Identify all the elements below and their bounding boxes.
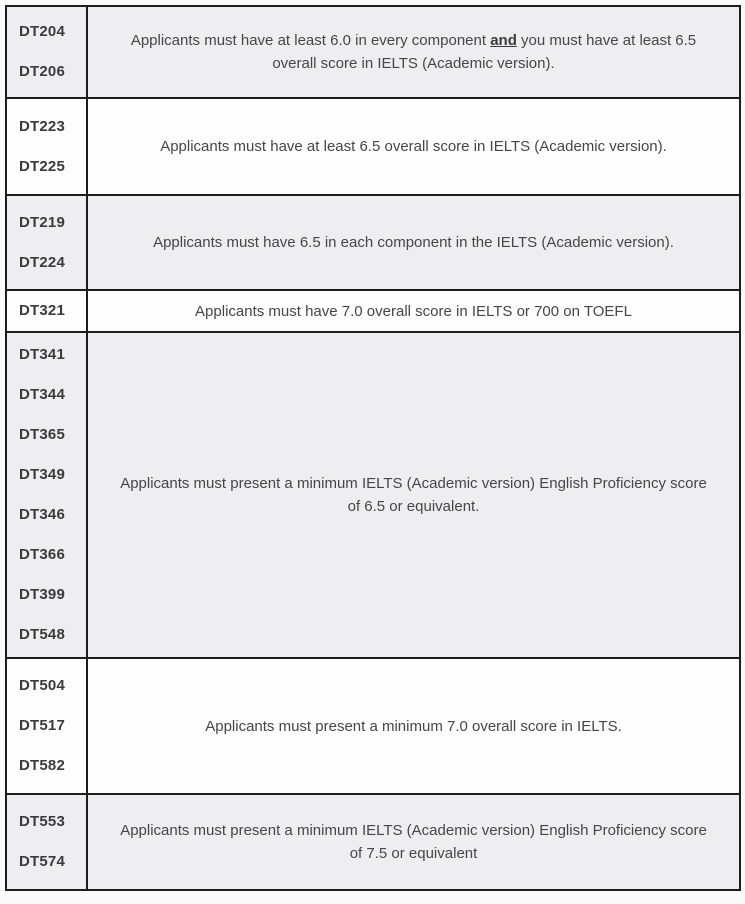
course-codes-cell xyxy=(6,290,87,332)
course-code: DT574 xyxy=(19,853,66,870)
table-body xyxy=(6,6,740,890)
course-codes-cell xyxy=(6,195,87,290)
course-code: DT548 xyxy=(19,626,66,643)
course-code: DT224 xyxy=(19,253,66,271)
table-row xyxy=(6,98,740,195)
course-code: DT206 xyxy=(19,63,66,80)
requirement-cell xyxy=(87,6,740,98)
requirement-cell xyxy=(87,195,740,290)
course-code: DT204 xyxy=(19,23,66,40)
table-row xyxy=(6,290,740,332)
table-row xyxy=(6,332,740,658)
requirement-text: Applicants must have at least 6.5 overall score in IELTS (Academic version). xyxy=(160,138,667,155)
course-code: DT582 xyxy=(19,757,66,774)
table-row xyxy=(6,6,740,98)
requirement-cell xyxy=(87,290,740,332)
course-code: DT346 xyxy=(19,506,66,523)
course-code: DT344 xyxy=(19,386,66,403)
course-codes-cell xyxy=(6,6,87,98)
course-code: DT365 xyxy=(19,426,66,443)
course-code: DT517 xyxy=(19,717,66,734)
course-code: DT223 xyxy=(19,117,66,135)
course-code: DT349 xyxy=(19,466,66,483)
course-code: DT321 xyxy=(19,302,66,319)
table-row xyxy=(6,195,740,290)
requirement-text: Applicants must have at least 6.0 in every component and you must have at least 6.5 overall score in IELTS (Academic version). xyxy=(130,32,697,72)
table-row xyxy=(6,794,740,890)
requirement-text: Applicants must present a minimum IELTS (Academic version) English Proficiency score of 6.5 or equivalent. xyxy=(120,475,707,515)
requirement-cell xyxy=(87,98,740,195)
course-code: DT504 xyxy=(19,677,66,694)
requirement-text: Applicants must have 7.0 overall score in IELTS or 700 on TOEFL xyxy=(195,302,632,320)
course-code: DT341 xyxy=(19,346,66,363)
requirement-text: Applicants must present a minimum IELTS (Academic version) English Proficiency score of 7.5 or equivalent xyxy=(120,822,707,862)
course-code: DT366 xyxy=(19,546,66,563)
requirement-text: Applicants must present a minimum 7.0 overall score in IELTS. xyxy=(205,717,622,735)
course-codes-cell xyxy=(6,98,87,195)
course-codes-cell xyxy=(6,794,87,890)
course-code: DT399 xyxy=(19,586,66,603)
requirement-text: Applicants must have 6.5 in each component in the IELTS (Academic version). xyxy=(153,234,674,251)
requirements-table xyxy=(5,5,741,891)
table-row xyxy=(6,658,740,794)
requirement-cell xyxy=(87,658,740,794)
course-code: DT553 xyxy=(19,813,66,830)
course-code: DT219 xyxy=(19,213,66,231)
requirement-cell xyxy=(87,332,740,658)
requirement-cell xyxy=(87,794,740,890)
course-codes-cell xyxy=(6,332,87,658)
course-code: DT225 xyxy=(19,157,66,175)
course-codes-cell xyxy=(6,658,87,794)
